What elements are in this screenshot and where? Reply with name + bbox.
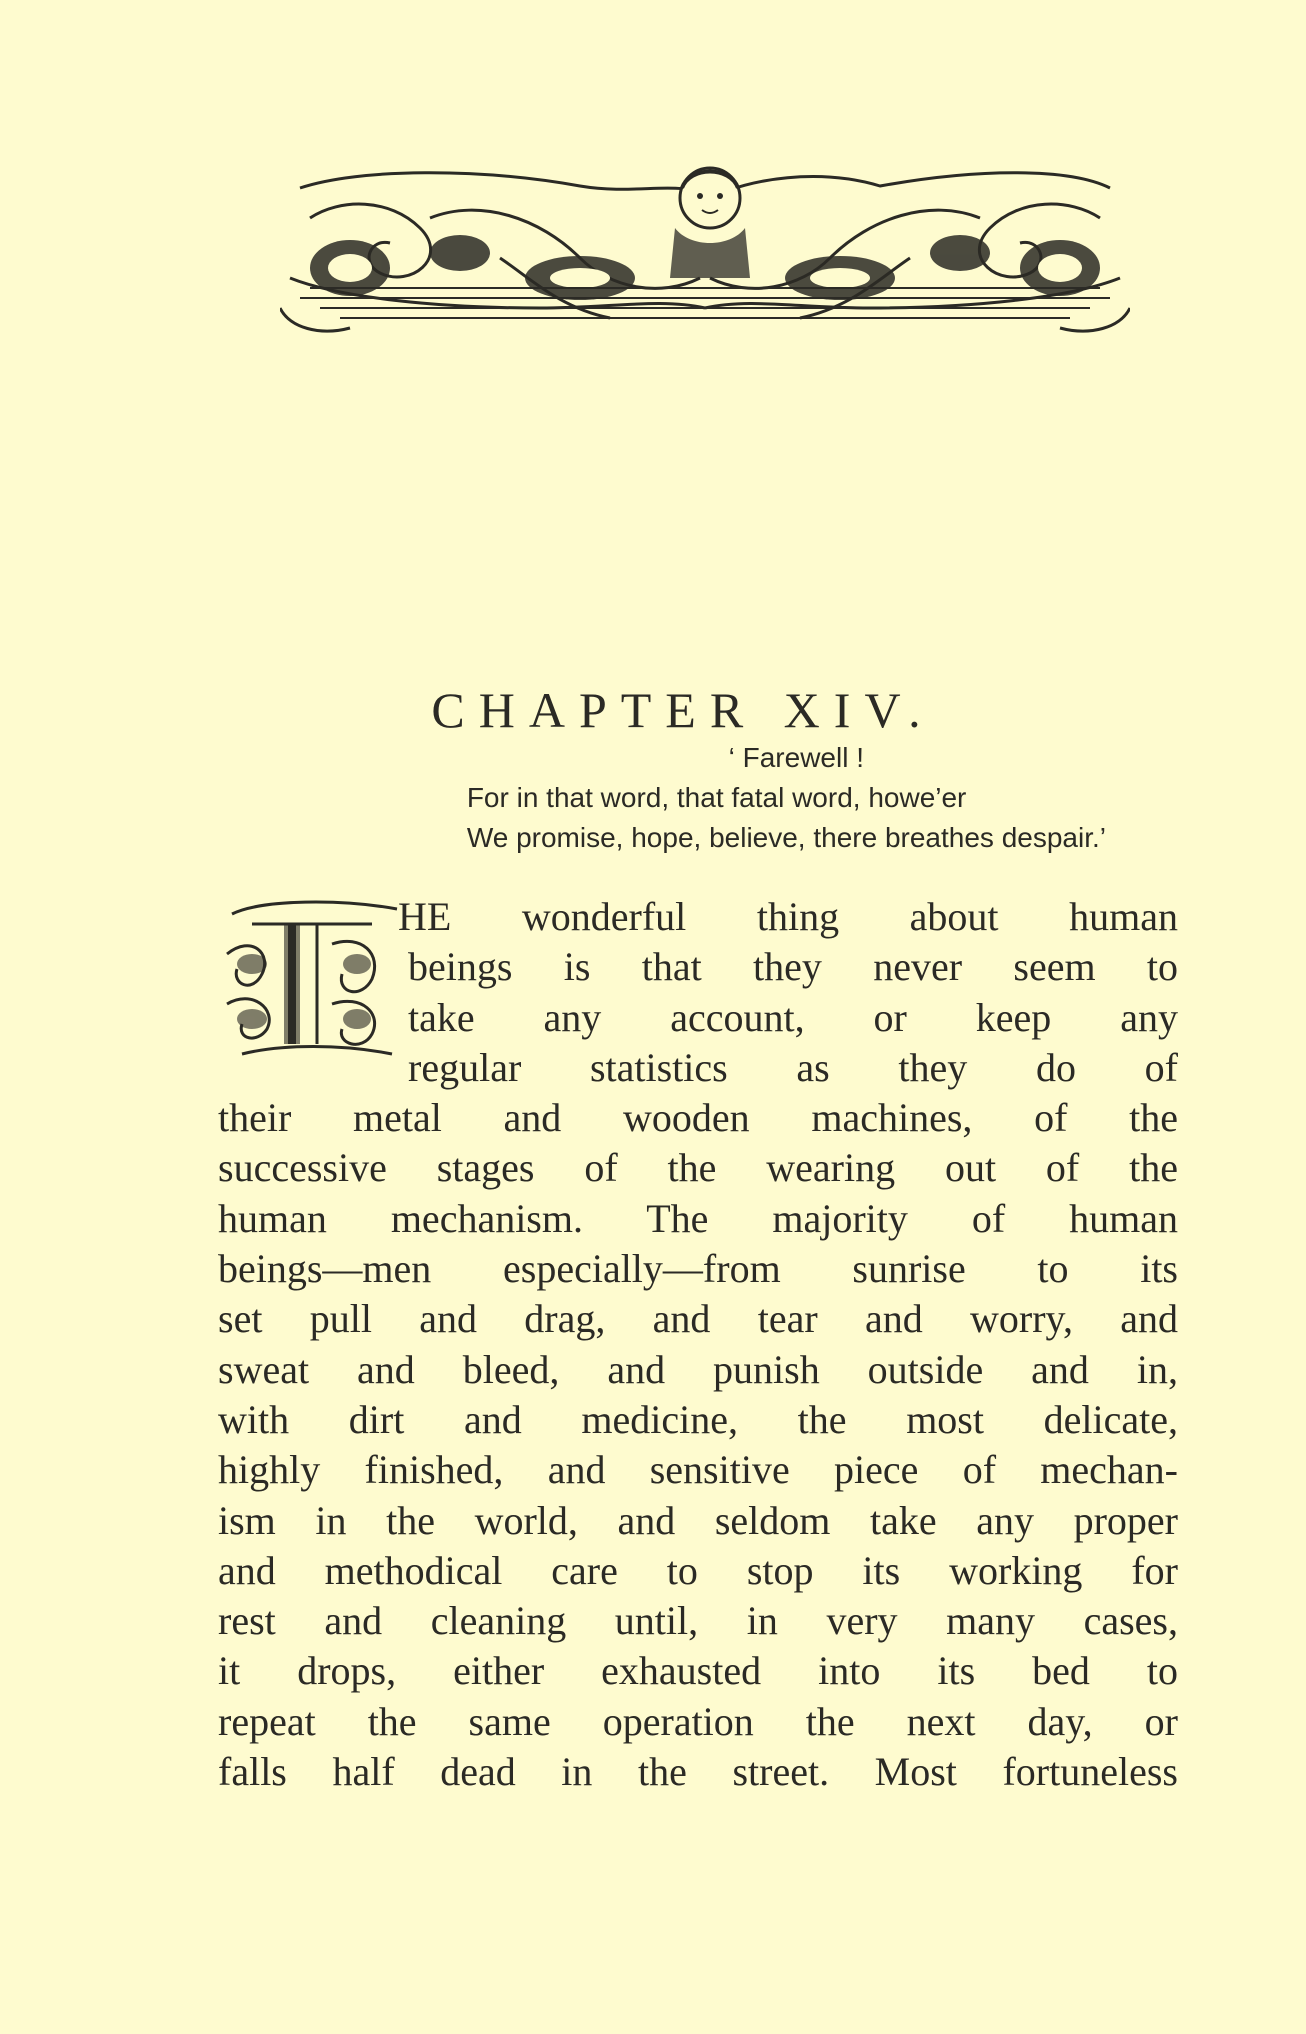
body-line: it drops, either exhausted into its bed to (218, 1648, 1178, 1694)
chapter-title: CHAPTER XIV. (431, 681, 935, 738)
body-line: successive stages of the wearing out of the (218, 1145, 1178, 1191)
body-line: repeat the same operation the next day, or (218, 1698, 1178, 1744)
body-line: beings—men especially—from sunrise to its (218, 1246, 1178, 1292)
body-line: take any account, or keep any (408, 994, 1178, 1040)
body-line: sweat and bleed, and punish outside and in, (218, 1346, 1178, 1392)
body-line: falls half dead in the street. Most fortuneless (218, 1749, 1178, 1795)
epigraph (467, 738, 1106, 858)
body-line: human mechanism. The majority of human (218, 1195, 1178, 1241)
chapter-body (218, 892, 1178, 1797)
body-line: ism in the world, and seldom take any proper (218, 1497, 1178, 1543)
epigraph-line: ‘ Farewell ! (728, 742, 864, 773)
body-line: rest and cleaning until, in very many cases, (218, 1598, 1178, 1644)
epigraph-line: For in that word, that fatal word, howe’er (466, 782, 967, 813)
body-line: regular statistics as they do of (408, 1044, 1178, 1090)
body-line: highly finished, and sensitive piece of mechan- (218, 1447, 1178, 1493)
body-line: HE wonderful thing about human (398, 894, 1178, 939)
body-line: with dirt and medicine, the most delicate, (218, 1396, 1178, 1442)
epigraph-line: We promise, hope, believe, there breathes despair.’ (466, 822, 1106, 853)
headpiece-ornament (280, 158, 1130, 348)
body-line: and methodical care to stop its working for (218, 1547, 1178, 1593)
body-line: their metal and wooden machines, of the (218, 1095, 1178, 1141)
body-line: set pull and drag, and tear and worry, and (218, 1296, 1178, 1342)
body-line: beings is that they never seem to (408, 944, 1178, 990)
